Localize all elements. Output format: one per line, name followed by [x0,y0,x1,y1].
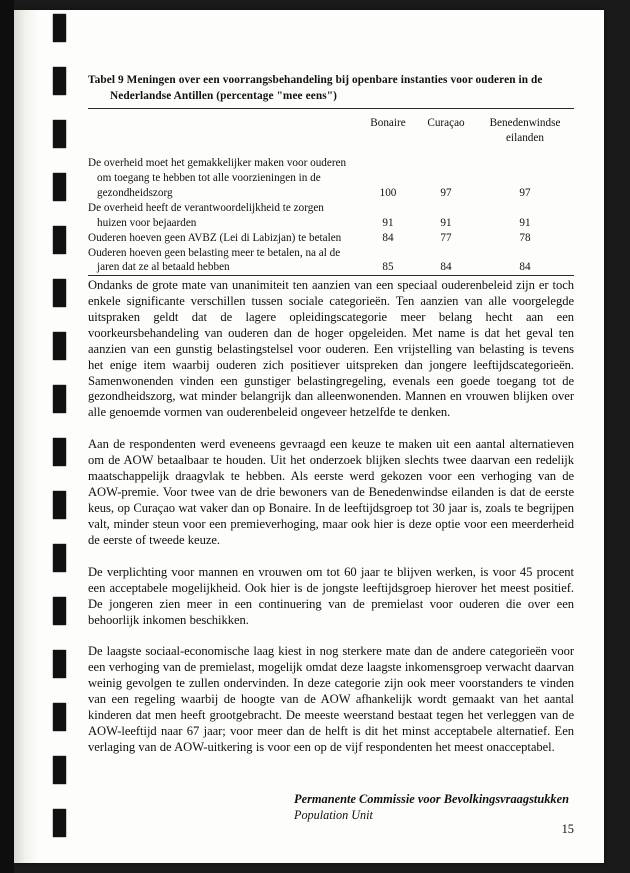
row-statement [88,156,360,201]
row-statement-line: gezondheidszorg [97,186,173,199]
page-number: 15 [561,822,574,836]
row-statement [88,231,360,246]
row-statement [88,246,360,276]
binding-hole [53,226,66,254]
column-header-benedenwindse-line-2: eilanden [506,131,544,144]
binding-hole [53,491,66,519]
row-statement-line: huizen voor bejaarden [97,216,197,229]
cell-bonaire: 84 [382,231,394,244]
column-header-statement [88,109,360,147]
binding-hole [53,279,66,307]
binding-hole [53,650,66,678]
binding-hole [53,173,66,201]
binding-hole [53,756,66,784]
body-text [88,278,574,756]
table-row [88,246,574,276]
cell-benedenwindse: 91 [519,216,531,229]
column-header-bonaire: Bonaire [370,117,406,130]
document-page [14,10,604,863]
cell-bonaire: 91 [382,216,394,229]
scan-gutter-shadow [0,0,14,873]
cell-benedenwindse: 97 [519,186,531,199]
column-header-benedenwindse-line-1: Benedenwindse [489,117,561,130]
table-row [88,201,574,231]
cell-curacao: 77 [440,231,452,244]
binding-hole [53,438,66,466]
table-header-spacer [88,147,574,156]
binding-hole [53,332,66,360]
paragraph: De verplichting voor mannen en vrouwen om tot 60 jaar te blijven werken, is voor 45 procent een acceptabele mogelijkheid. Ook hier is de jongste leeftijdsgroep hierover het meest positief. De jongeren zien meer in een continuering van de premielast voor ouderen die over een behoorlijk inkomen beschikken. [88,564,574,627]
table-caption-line-2: Nederlandse Antillen (percentage "mee eens") [110,90,337,103]
paragraph: Aan de respondenten werd eveneens gevraagd een keuze te maken uit een aantal alternatieven om de AOW betaalbaar te houden. Uit het onderzoek blijken slechts twee daarvan een redelijk maatschappelijk draagvlak te hebben. Als eerste werd gekozen voor een verhoging van de AOW-premie. Voor twee van de drie bewoners van de Benedenwindse eilanden is dat de eerste keus, op Curaçao wat vaker dan op Bonaire. In de leeftijdsgroep tot 30 jaar is, zoals te begrijpen valt, minder steun voor een premieverhoging, maar ook hier is deze optie voor een meerderheid de eerste of tweede keuze. [88,437,574,547]
table-bottom-rule [88,275,574,276]
column-header-curacao: Curaçao [427,117,465,130]
row-statement [88,201,360,231]
row-statement-line: Ouderen hoeven geen belasting meer te betalen, na al de [88,246,341,259]
paragraph: Ondanks de grote mate van unanimiteit ten aanzien van een speciaal ouderenbeleid zijn er toch enkele significante verschillen tussen sociale categorieën. Ten aanzien van alle voorgelegde uitspraken geldt dat de lagere opleidingscategorie meer belang hecht aan een voorkeursbehandeling van ouderen dan de hoger opgeleiden. Met name is dat het geval ten aanzien van een gunstig belastingstelsel voor ouderen. Een vrijstelling van belasting is tevens het enige item waarbij ouderen zich positiever uitspreken dan jongere leeftijdscategorieën. Samenwonenden vinden een gunstiger belastingregeling, evenals een goede toegang tot de gezondheidszorg, wat minder belangrijk dan alleenwonenden. Mannen en vrouwen blijken over alle genoemde vormen van ouderenbeleid ongeveer hetzelfde te denken. [88,278,574,420]
page-edge-shading [14,10,40,863]
column-header-benedenwindse [476,109,574,147]
cell-curacao: 97 [440,186,452,199]
footer-unit: Population Unit [294,807,373,822]
row-statement-line: om toegang te hebben tot alle voorzieningen in de [97,172,321,185]
table-9 [88,109,574,275]
table-header-row [88,109,574,147]
binding-hole [53,120,66,148]
row-statement-line: jaren dat ze al betaald hebben [97,261,230,274]
cell-benedenwindse: 84 [519,261,531,274]
cell-curacao: 84 [440,261,452,274]
binding-hole [53,809,66,837]
binding-hole [53,703,66,731]
cell-bonaire: 100 [379,186,397,199]
binding-hole [53,385,66,413]
table-row [88,156,574,201]
page-content [88,10,588,863]
binding-hole [53,14,66,42]
cell-curacao: 91 [440,216,452,229]
table-caption [88,72,574,104]
table-9-block [88,72,574,276]
paragraph: De laagste sociaal-economische laag kiest in nog sterkere mate dan de andere categorieën voor een verhoging van de premielast, mogelijk omdat deze laagste inkomensgroep verwacht daarvan weinig gevolgen te zullen ondervinden. In deze categorie zijn ook meer voorstanders te vinden van een regeling waarbij de hoogte van de AOW afhankelijk wordt gemaakt van het aantal kinderen dat men heeft grootgebracht. De meeste weerstand bestaat tegen het verleggen van de AOW-leeftijd naar 67 jaar; voor meer dan de helft is dit het minst acceptabele alternatief. Een verlaging van de AOW-uitkering is voor een op de vijf respondenten het meest onacceptabel. [88,644,574,754]
row-statement-line: De overheid heeft de verantwoordelijkheid te zorgen [88,201,324,214]
cell-benedenwindse: 78 [519,231,531,244]
binding-hole [53,597,66,625]
row-statement-line: De overheid moet het gemakkelijker maken voor ouderen [88,157,347,170]
cell-bonaire: 85 [382,261,394,274]
table-row [88,231,574,246]
page-footer [294,792,584,823]
table-caption-line-1: Tabel 9 Meningen over een voorrangsbehandeling bij openbare instanties voor ouderen in de [88,74,543,86]
row-statement-line: Ouderen hoeven geen AVBZ (Lei di Labizjan) te betalen [88,231,342,244]
footer-organisation: Permanente Commissie voor Bevolkingsvraagstukken [294,792,570,806]
binding-hole [53,67,66,95]
binding-hole [53,544,66,572]
